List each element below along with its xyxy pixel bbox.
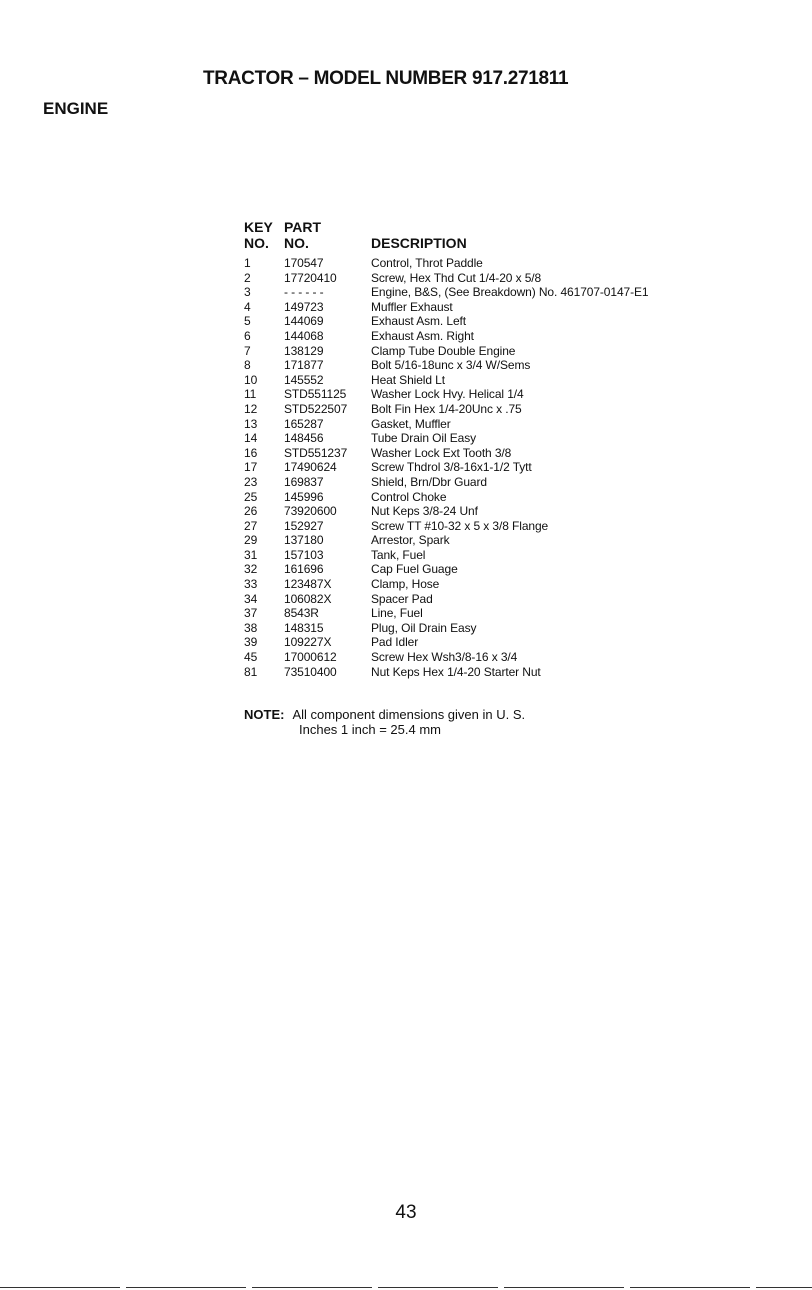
part-number: 123487X bbox=[284, 577, 332, 592]
key-number: 37 bbox=[244, 606, 258, 621]
table-row bbox=[244, 358, 648, 373]
key-number: 17 bbox=[244, 460, 258, 475]
table-row bbox=[244, 431, 648, 446]
part-description: Exhaust Asm. Right bbox=[371, 328, 474, 343]
table-row bbox=[244, 373, 648, 388]
key-number: 32 bbox=[244, 562, 258, 577]
key-number: 7 bbox=[244, 343, 251, 358]
part-number: 8543R bbox=[284, 606, 319, 621]
part-description: Exhaust Asm. Left bbox=[371, 314, 467, 329]
page-title: TRACTOR – MODEL NUMBER 917.271811 bbox=[203, 68, 569, 89]
table-row bbox=[244, 475, 648, 490]
part-number: STD522507 bbox=[284, 401, 348, 416]
key-number: 2 bbox=[244, 270, 251, 285]
part-number: 17490624 bbox=[284, 460, 337, 475]
key-number: 25 bbox=[244, 489, 258, 504]
key-number: 45 bbox=[244, 650, 258, 665]
part-description: Clamp, Hose bbox=[371, 577, 440, 592]
part-description: Clamp Tube Double Engine bbox=[371, 343, 516, 358]
part-description: Tank, Fuel bbox=[371, 547, 426, 562]
note-label: NOTE: bbox=[244, 707, 285, 722]
bottom-rule bbox=[0, 1287, 812, 1288]
part-number: 17000612 bbox=[284, 650, 337, 665]
part-description: Control Choke bbox=[371, 489, 447, 504]
key-number: 12 bbox=[244, 401, 258, 416]
key-number: 13 bbox=[244, 416, 258, 431]
part-description: Screw Hex Wsh3/8-16 x 3/4 bbox=[371, 650, 518, 665]
part-description: Screw Thdrol 3/8-16x1-1/2 Tytt bbox=[371, 460, 532, 475]
table-row bbox=[244, 285, 648, 300]
part-number: 145996 bbox=[284, 489, 324, 504]
table-row bbox=[244, 387, 648, 402]
part-description: Pad Idler bbox=[371, 635, 419, 650]
parts-rows bbox=[244, 256, 648, 679]
part-number: 106082X bbox=[284, 591, 332, 606]
key-number: 11 bbox=[244, 387, 257, 402]
part-number: 73510400 bbox=[284, 664, 337, 679]
section-heading: ENGINE bbox=[43, 99, 109, 118]
part-number: 169837 bbox=[284, 474, 324, 489]
key-number: 10 bbox=[244, 372, 258, 387]
part-description: Spacer Pad bbox=[371, 591, 433, 606]
part-description: Cap Fuel Guage bbox=[371, 562, 458, 577]
key-number: 81 bbox=[244, 664, 258, 679]
key-number: 29 bbox=[244, 533, 258, 548]
part-number: 109227X bbox=[284, 635, 332, 650]
table-row bbox=[244, 344, 648, 359]
key-number: 6 bbox=[244, 328, 251, 343]
table-row bbox=[244, 329, 648, 344]
part-description: Gasket, Muffler bbox=[371, 416, 451, 431]
page-number: 43 bbox=[395, 1202, 417, 1223]
table-row bbox=[244, 562, 648, 577]
key-number: 5 bbox=[244, 314, 251, 329]
note-line-1: All component dimensions given in U. S. bbox=[292, 707, 526, 722]
table-row bbox=[244, 665, 648, 680]
table-header-row-2 bbox=[244, 235, 648, 253]
table-row bbox=[244, 490, 648, 505]
key-number: 26 bbox=[244, 504, 258, 519]
part-number: 17720410 bbox=[284, 270, 337, 285]
part-number: 138129 bbox=[284, 343, 324, 358]
table-row bbox=[244, 519, 648, 534]
part-number: STD551125 bbox=[284, 387, 347, 402]
part-no-header: NO. bbox=[284, 235, 309, 251]
key-number: 4 bbox=[244, 299, 251, 314]
table-row bbox=[244, 460, 648, 475]
table-row bbox=[244, 504, 648, 519]
part-description: Bolt 5/16-18unc x 3/4 W/Sems bbox=[371, 358, 531, 373]
table-row bbox=[244, 314, 648, 329]
table-row bbox=[244, 635, 648, 650]
part-number: 171877 bbox=[284, 358, 324, 373]
key-number: 8 bbox=[244, 358, 251, 373]
part-number: 157103 bbox=[284, 547, 324, 562]
key-number: 31 bbox=[244, 547, 258, 562]
part-header: PART bbox=[284, 219, 322, 235]
table-row bbox=[244, 621, 648, 636]
key-number: 27 bbox=[244, 518, 258, 533]
part-number: 148456 bbox=[284, 431, 324, 446]
part-number: 165287 bbox=[284, 416, 324, 431]
table-row bbox=[244, 300, 648, 315]
note-line-2: Inches 1 inch = 25.4 mm bbox=[299, 722, 441, 737]
table-row bbox=[244, 533, 648, 548]
part-description: Heat Shield Lt bbox=[371, 372, 445, 387]
part-description: Shield, Brn/Dbr Guard bbox=[371, 474, 487, 489]
part-number: STD551237 bbox=[284, 445, 348, 460]
key-number: 33 bbox=[244, 577, 258, 592]
part-number: 170547 bbox=[284, 256, 324, 270]
key-number: 3 bbox=[244, 285, 251, 300]
part-number: 149723 bbox=[284, 299, 324, 314]
part-description: Muffler Exhaust bbox=[371, 299, 453, 314]
table-row bbox=[244, 402, 648, 417]
note bbox=[244, 707, 525, 737]
part-number: 148315 bbox=[284, 620, 324, 635]
part-description: Control, Throt Paddle bbox=[371, 256, 483, 270]
table-row bbox=[244, 256, 648, 271]
part-description: Nut Keps 3/8-24 Unf bbox=[371, 504, 478, 519]
key-number: 39 bbox=[244, 635, 258, 650]
table-row bbox=[244, 577, 648, 592]
key-number: 34 bbox=[244, 591, 258, 606]
key-number: 14 bbox=[244, 431, 258, 446]
part-number: 145552 bbox=[284, 372, 324, 387]
part-number: 152927 bbox=[284, 518, 324, 533]
table-row bbox=[244, 446, 648, 461]
key-number: 23 bbox=[244, 474, 258, 489]
table-row bbox=[244, 271, 648, 286]
key-number: 1 bbox=[244, 256, 251, 270]
part-number: 161696 bbox=[284, 562, 324, 577]
table-row bbox=[244, 606, 648, 621]
part-description: Engine, B&S, (See Breakdown) No. 461707-0147-E1 bbox=[371, 285, 649, 300]
part-description: Bolt Fin Hex 1/4-20Unc x .75 bbox=[371, 401, 522, 416]
part-description: Screw, Hex Thd Cut 1/4-20 x 5/8 bbox=[371, 270, 542, 285]
part-description: Screw TT #10-32 x 5 x 3/8 Flange bbox=[371, 518, 549, 533]
description-header: DESCRIPTION bbox=[371, 235, 467, 251]
key-number: 16 bbox=[244, 445, 258, 460]
table-row bbox=[244, 417, 648, 432]
key-number: 38 bbox=[244, 620, 258, 635]
key-header: KEY bbox=[244, 219, 273, 235]
part-description: Washer Lock Hvy. Helical 1/4 bbox=[371, 387, 524, 402]
part-number: - - - - - - bbox=[284, 285, 324, 300]
parts-list bbox=[244, 219, 648, 679]
part-number: 144069 bbox=[284, 314, 324, 329]
part-description: Line, Fuel bbox=[371, 606, 423, 621]
part-description: Plug, Oil Drain Easy bbox=[371, 620, 477, 635]
part-number: 137180 bbox=[284, 533, 324, 548]
part-description: Nut Keps Hex 1/4-20 Starter Nut bbox=[371, 664, 541, 679]
part-description: Arrestor, Spark bbox=[371, 533, 450, 548]
table-row bbox=[244, 548, 648, 563]
part-description: Tube Drain Oil Easy bbox=[371, 431, 477, 446]
table-row bbox=[244, 650, 648, 665]
key-no-header: NO. bbox=[244, 235, 269, 251]
part-number: 144068 bbox=[284, 328, 324, 343]
part-number: 73920600 bbox=[284, 504, 337, 519]
table-row bbox=[244, 592, 648, 607]
table-header-row-1 bbox=[244, 219, 648, 235]
part-description: Washer Lock Ext Tooth 3/8 bbox=[371, 445, 512, 460]
